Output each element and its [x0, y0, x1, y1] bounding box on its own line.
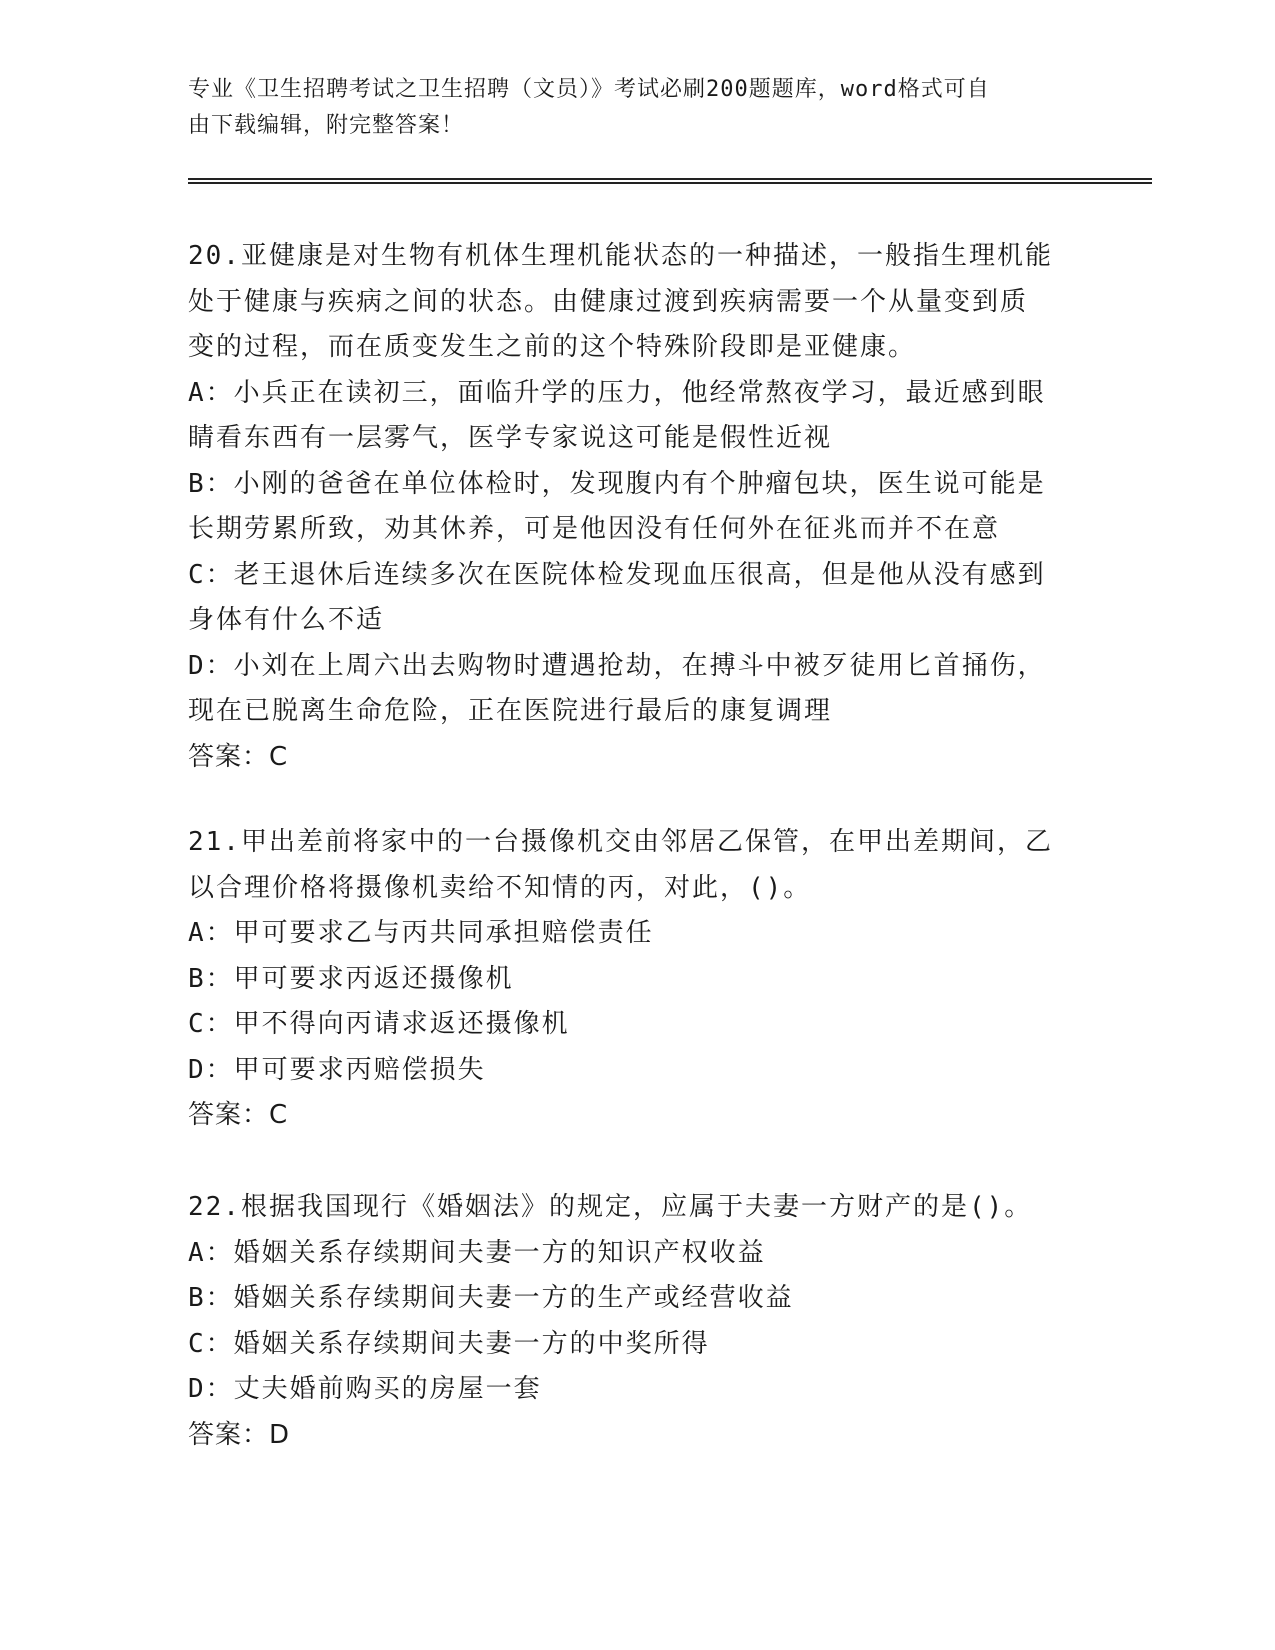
option-c: C：甲不得向丙请求返还摄像机	[188, 1009, 570, 1039]
option-b: B：小刚的爸爸在单位体检时，发现腹内有个肿瘤包块，医生说可能是	[188, 468, 1046, 499]
option-d: D：甲可要求丙赔偿损失	[188, 1054, 486, 1085]
option-d-continued: 现在已脱离生命危险，正在医院进行最后的康复调理	[188, 696, 833, 726]
question-stem-line: 以合理价格将摄像机卖给不知情的丙，对此，()。	[188, 872, 812, 903]
question-22	[188, 1185, 1088, 1458]
option-d: D：丈夫婚前购买的房屋一套	[188, 1374, 542, 1404]
question-stem-line: 21.甲出差前将家中的一台摄像机交由邻居乙保管，在甲出差期间，乙	[188, 827, 1053, 857]
option-b: B：婚姻关系存续期间夫妻一方的生产或经营收益	[188, 1283, 794, 1313]
header-line: 专业《卫生招聘考试之卫生招聘（文员）》考试必刷200题题库，word格式可自	[188, 77, 990, 102]
option-a: A：小兵正在读初三，面临升学的压力，他经常熬夜学习，最近感到眼	[188, 377, 1046, 408]
question-21	[188, 820, 1088, 1139]
header-divider	[188, 178, 1152, 180]
header-divider	[188, 182, 1152, 184]
question-stem-line: 20.亚健康是对生物有机体生理机能状态的一种描述，一般指生理机能	[188, 241, 1053, 271]
option-b: B：甲可要求丙返还摄像机	[188, 963, 514, 994]
answer-label: 答案：D	[188, 1419, 291, 1450]
option-d: D：小刘在上周六出去购物时遭遇抢劫，在搏斗中被歹徒用匕首捅伤，	[188, 650, 1046, 681]
option-a-continued: 睛看东西有一层雾气，医学专家说这可能是假性近视	[188, 423, 833, 453]
document-header	[188, 72, 1088, 144]
answer-label: 答案：C	[188, 741, 289, 772]
question-stem-line: 22.根据我国现行《婚姻法》的规定，应属于夫妻一方财产的是()。	[188, 1192, 1033, 1222]
option-a: A：甲可要求乙与丙共同承担赔偿责任	[188, 918, 654, 948]
option-a: A：婚姻关系存续期间夫妻一方的知识产权收益	[188, 1237, 766, 1268]
question-20	[188, 234, 1088, 780]
answer-label: 答案：C	[188, 1100, 289, 1130]
option-b-continued: 长期劳累所致，劝其休养，可是他因没有任何外在征兆而并不在意	[188, 514, 1001, 544]
question-stem-line: 变的过程，而在质变发生之前的这个特殊阶段即是亚健康。	[188, 332, 917, 362]
option-c: C：婚姻关系存续期间夫妻一方的中奖所得	[188, 1328, 710, 1359]
option-c-continued: 身体有什么不适	[188, 605, 385, 635]
question-stem-line: 处于健康与疾病之间的状态。由健康过渡到疾病需要一个从量变到质	[188, 286, 1029, 317]
option-c: C：老王退休后连续多次在医院体检发现血压很高，但是他从没有感到	[188, 559, 1046, 590]
header-line: 由下载编辑，附完整答案！	[188, 113, 465, 138]
